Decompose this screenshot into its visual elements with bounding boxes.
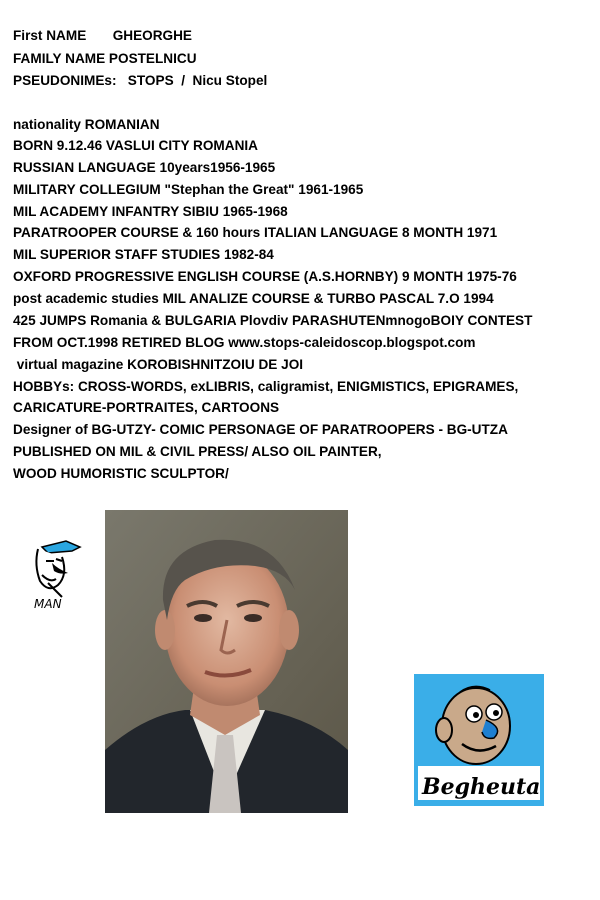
military-collegium-line: MILITARY COLLEGIUM "Stephan the Great" 1961-1965 <box>13 182 364 197</box>
mil-academy-line: MIL ACADEMY INFANTRY SIBIU 1965-1968 <box>13 204 288 219</box>
jumps-line: 425 JUMPS Romania & BULGARIA Plovdiv PARASHUTENmnogoBOIY CONTEST <box>13 313 533 328</box>
first-name-line: First NAME GHEORGHE <box>13 28 193 43</box>
designer-line: Designer of BG-UTZY- COMIC PERSONAGE OF PARATROOPERS - BG-UTZA <box>13 422 508 437</box>
begheuta-cartoon-image <box>414 674 544 806</box>
svg-text:MAN: MAN <box>34 597 62 611</box>
nationality-line: nationality ROMANIAN <box>13 117 160 132</box>
paratrooper-course-line: PARATROOPER COURSE & 160 hours ITALIAN LANGUAGE 8 MONTH 1971 <box>13 225 498 240</box>
published-line: PUBLISHED ON MIL & CIVIL PRESS/ ALSO OIL PAINTER, <box>13 444 382 459</box>
sculptor-line: WOOD HUMORISTIC SCULPTOR/ <box>13 466 229 481</box>
born-line: BORN 9.12.46 VASLUI CITY ROMANIA <box>13 138 258 153</box>
hobbies-line: HOBBYs: CROSS-WORDS, exLIBRIS, caligramist, ENIGMISTICS, EPIGRAMES, <box>13 379 519 394</box>
russian-language-line: RUSSIAN LANGUAGE 10years1956-1965 <box>13 160 276 175</box>
caricature-line: CARICATURE-PORTRAITES, CARTOONS <box>13 400 280 415</box>
oxford-course-line: OXFORD PROGRESSIVE ENGLISH COURSE (A.S.HORNBY) 9 MONTH 1975-76 <box>13 269 517 284</box>
begheuta-caption: Begheuta <box>422 774 541 800</box>
virtual-magazine-line: virtual magazine KOROBISHNITZOIU DE JOI <box>13 357 304 372</box>
staff-studies-line: MIL SUPERIOR STAFF STUDIES 1982-84 <box>13 247 274 262</box>
post-academic-line: post academic studies MIL ANALIZE COURSE & TURBO PASCAL 7.O 1994 <box>13 291 494 306</box>
portrait-photo <box>105 510 348 813</box>
pseudonyms-line: PSEUDONIMEs: STOPS / Nicu Stopel <box>13 73 268 88</box>
caricature-sketch-icon <box>28 535 84 611</box>
family-name-line: FAMILY NAME POSTELNICU <box>13 51 197 66</box>
retired-blog-line: FROM OCT.1998 RETIRED BLOG www.stops-caleidoscop.blogspot.com <box>13 335 476 350</box>
